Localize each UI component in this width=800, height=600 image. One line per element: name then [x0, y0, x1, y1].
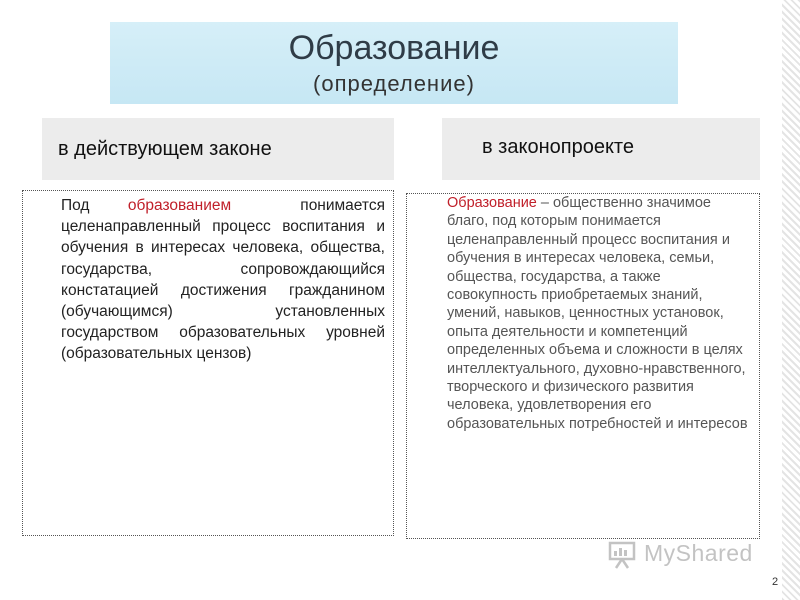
page-number: 2: [772, 576, 779, 588]
current-law-definition-text: [61, 195, 385, 365]
presentation-board-icon: [608, 540, 640, 570]
slide-subtitle: (определение): [313, 71, 475, 96]
slide-title: Образование: [288, 29, 500, 67]
definition-lead-word: Под: [61, 197, 90, 214]
column-header-current-law: [42, 118, 394, 180]
watermark-text: MyShared: [644, 540, 753, 566]
draft-definition-body: – общественно значимое благо, под которым понимается целенаправленный процесс воспитания и обучения в интересах человека, семьи, общества, государства, а также совокупность приобретаемых знаний, умений, навыков, ценностных установок, опыта деятельности и компетенций определенных объема и сложности в целях интеллектуального, духовно-нравственного, творческого и физического развития человека, удовлетворения его образовательных потребностей и интересов: [447, 195, 748, 432]
draft-law-definition-box: [406, 193, 760, 539]
decorative-stripe: [782, 0, 800, 600]
definition-body: понимается целенаправленный процесс воспитания и обучения в интересах человека, общества, государства, сопровождающийся констатацией достижения гражданином (обучающимся) установленных государством образовательных уровней (образовательных цензов): [61, 197, 385, 363]
column-header-draft-law: [442, 118, 760, 180]
draft-definition-term-highlight: Образование: [447, 195, 537, 211]
definition-term-highlight: образованием: [127, 197, 232, 214]
draft-law-definition-text: [447, 194, 752, 433]
column-header-current-law-label: в действующем законе: [58, 138, 272, 160]
current-law-definition-box: [22, 190, 394, 536]
title-banner: [110, 22, 678, 104]
watermark-logo: [608, 540, 768, 570]
column-header-draft-law-label: в законопроекте: [482, 136, 634, 158]
